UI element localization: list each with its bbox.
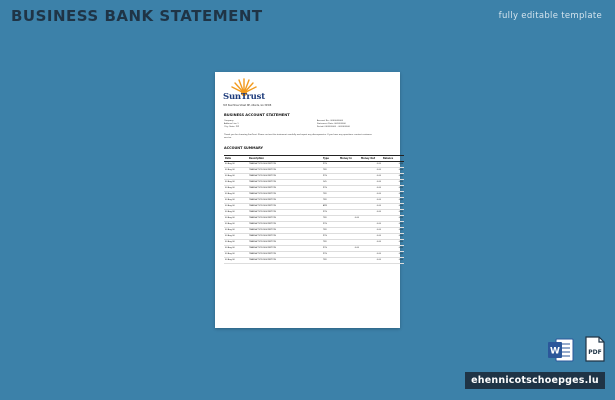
cell-date: 00 Aug 00 bbox=[224, 179, 248, 185]
statement-title: BUSINESS ACCOUNT STATEMENT bbox=[224, 113, 290, 117]
cell-type: POS bbox=[322, 245, 339, 251]
cell-bal: 0.00 bbox=[382, 245, 404, 251]
cell-date: 00 Aug 00 bbox=[224, 191, 248, 197]
cell-desc: TRANSACTION DESCRIPTION bbox=[248, 215, 322, 221]
cell-date: 00 Aug 00 bbox=[224, 239, 248, 245]
cell-out: 0.00 bbox=[360, 203, 382, 209]
cell-type: POS bbox=[322, 251, 339, 257]
cell-out: 0.00 bbox=[360, 251, 382, 257]
cell-type: TFR bbox=[322, 167, 339, 173]
cell-desc: TRANSACTION DESCRIPTION bbox=[248, 251, 322, 257]
cell-bal: 0.00 bbox=[382, 227, 404, 233]
cell-in bbox=[339, 257, 360, 263]
cell-bal: 0.00 bbox=[382, 215, 404, 221]
cell-out: 0.00 bbox=[360, 197, 382, 203]
cell-date: 00 Aug 00 bbox=[224, 215, 248, 221]
detail-line: Account No.: 0000000000 bbox=[317, 120, 344, 122]
cell-out: 0.00 bbox=[360, 173, 382, 179]
transactions-table bbox=[224, 155, 404, 264]
cell-out: 0.00 bbox=[360, 221, 382, 227]
cell-type: POS bbox=[322, 185, 339, 191]
cell-date: 00 Aug 00 bbox=[224, 245, 248, 251]
cell-out: 0.00 bbox=[360, 191, 382, 197]
cell-type: ATM bbox=[322, 203, 339, 209]
page-title: BUSINESS BANK STATEMENT bbox=[11, 7, 263, 25]
cell-bal: 0.00 bbox=[382, 161, 404, 167]
cell-desc: TRANSACTION DESCRIPTION bbox=[248, 233, 322, 239]
cell-type: TFR bbox=[322, 239, 339, 245]
cell-date: 00 Aug 00 bbox=[224, 221, 248, 227]
column-header: Money Out bbox=[360, 156, 382, 162]
cell-type: POS bbox=[322, 173, 339, 179]
cell-out: 0.00 bbox=[360, 185, 382, 191]
cell-bal: 0.00 bbox=[382, 221, 404, 227]
cell-out: 0.00 bbox=[360, 167, 382, 173]
cell-date: 00 Aug 00 bbox=[224, 173, 248, 179]
cell-bal: 0.00 bbox=[382, 179, 404, 185]
column-header: Type bbox=[322, 156, 339, 162]
cell-date: 00 Aug 00 bbox=[224, 197, 248, 203]
cell-bal: 0.00 bbox=[382, 173, 404, 179]
cell-date: 00 Aug 00 bbox=[224, 209, 248, 215]
cell-desc: TRANSACTION DESCRIPTION bbox=[248, 173, 322, 179]
statement-note: Thank you for choosing SunTrust. Please review this statement carefully and report any discrepancies. If you have any questions, contact customer service. bbox=[224, 134, 372, 139]
cell-desc: TRANSACTION DESCRIPTION bbox=[248, 221, 322, 227]
cell-bal: 0.00 bbox=[382, 233, 404, 239]
cell-date: 00 Aug 00 bbox=[224, 227, 248, 233]
bank-address: 303 Peachtree Street NE, Atlanta, GA 30308 bbox=[223, 104, 272, 107]
cell-type: TFR bbox=[322, 227, 339, 233]
cell-out: 0.00 bbox=[360, 257, 382, 263]
cell-desc: TRANSACTION DESCRIPTION bbox=[248, 179, 322, 185]
account-details bbox=[317, 120, 350, 129]
cell-bal: 0.00 bbox=[382, 191, 404, 197]
word-icon-label: W bbox=[550, 346, 560, 357]
cell-type: TFR bbox=[322, 197, 339, 203]
statement-preview bbox=[215, 72, 403, 328]
cell-bal: 0.00 bbox=[382, 257, 404, 263]
cell-bal: 0.00 bbox=[382, 251, 404, 257]
cell-date: 00 Aug 00 bbox=[224, 257, 248, 263]
customer-details bbox=[224, 120, 239, 129]
cell-date: 00 Aug 00 bbox=[224, 251, 248, 257]
cell-out: 0.00 bbox=[360, 233, 382, 239]
column-header: Date bbox=[224, 156, 248, 162]
cell-type: D/D bbox=[322, 179, 339, 185]
column-header: Money In bbox=[339, 156, 360, 162]
page-subtitle: fully editable template bbox=[498, 11, 602, 21]
cell-out: 0.00 bbox=[360, 179, 382, 185]
pdf-document-icon[interactable] bbox=[584, 336, 606, 362]
cell-out: 0.00 bbox=[360, 161, 382, 167]
cell-desc: TRANSACTION DESCRIPTION bbox=[248, 197, 322, 203]
cell-bal: 0.00 bbox=[382, 197, 404, 203]
cell-date: 00 Aug 00 bbox=[224, 161, 248, 167]
cell-type: POS bbox=[322, 209, 339, 215]
cell-type: TFR bbox=[322, 191, 339, 197]
cell-bal: 0.00 bbox=[382, 167, 404, 173]
cell-desc: TRANSACTION DESCRIPTION bbox=[248, 239, 322, 245]
cell-desc: TRANSACTION DESCRIPTION bbox=[248, 227, 322, 233]
cell-type: POS bbox=[322, 221, 339, 227]
detail-line: Company bbox=[224, 120, 234, 122]
detail-line: Address Line 1 bbox=[224, 123, 239, 125]
cell-desc: TRANSACTION DESCRIPTION bbox=[248, 161, 322, 167]
cell-type: TFR bbox=[322, 215, 339, 221]
table-row bbox=[224, 257, 404, 263]
cell-desc: TRANSACTION DESCRIPTION bbox=[248, 167, 322, 173]
pdf-icon-label: PDF bbox=[588, 349, 602, 356]
cell-out: 0.00 bbox=[360, 239, 382, 245]
word-document-icon[interactable] bbox=[548, 338, 574, 362]
cell-date: 00 Aug 00 bbox=[224, 203, 248, 209]
cell-type: POS bbox=[322, 161, 339, 167]
detail-line: City, State, ZIP bbox=[224, 126, 239, 128]
cell-desc: TRANSACTION DESCRIPTION bbox=[248, 185, 322, 191]
bank-logo-text: SunTrust bbox=[223, 92, 265, 102]
cell-desc: TRANSACTION DESCRIPTION bbox=[248, 209, 322, 215]
cell-in: 0.00 bbox=[339, 215, 360, 221]
detail-line: Statement Date: 00/00/0000 bbox=[317, 123, 346, 125]
cell-out: 0.00 bbox=[360, 209, 382, 215]
cell-desc: TRANSACTION DESCRIPTION bbox=[248, 203, 322, 209]
column-header: Description bbox=[248, 156, 322, 162]
cell-in: 0.00 bbox=[339, 245, 360, 251]
cell-bal: 0.00 bbox=[382, 185, 404, 191]
cell-bal: 0.00 bbox=[382, 203, 404, 209]
cell-bal: 0.00 bbox=[382, 239, 404, 245]
website-watermark: ehennicotschoepges.lu bbox=[465, 372, 605, 389]
cell-date: 00 Aug 00 bbox=[224, 233, 248, 239]
cell-type: POS bbox=[322, 233, 339, 239]
cell-date: 00 Aug 00 bbox=[224, 185, 248, 191]
cell-desc: TRANSACTION DESCRIPTION bbox=[248, 257, 322, 263]
cell-desc: TRANSACTION DESCRIPTION bbox=[248, 245, 322, 251]
account-summary-title: ACCOUNT SUMMARY bbox=[224, 146, 264, 150]
cell-out: 0.00 bbox=[360, 227, 382, 233]
cell-date: 00 Aug 00 bbox=[224, 167, 248, 173]
cell-bal: 0.00 bbox=[382, 209, 404, 215]
cell-desc: TRANSACTION DESCRIPTION bbox=[248, 191, 322, 197]
detail-line: Period: 00/00/0000 – 00/00/0000 bbox=[317, 126, 350, 128]
cell-type: TFR bbox=[322, 257, 339, 263]
column-header: Balance bbox=[382, 156, 404, 162]
